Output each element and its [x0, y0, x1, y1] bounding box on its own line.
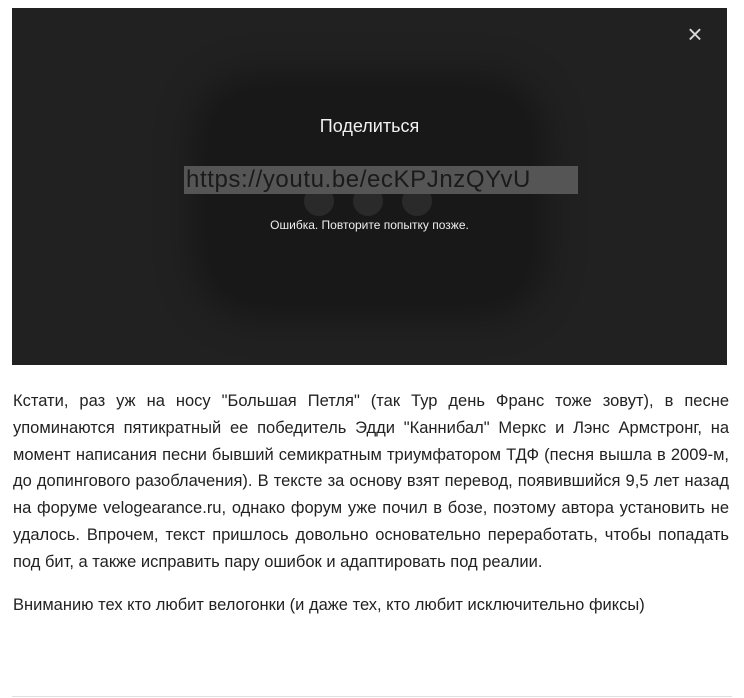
- share-link[interactable]: https://youtu.be/ecKPJnzQYvU: [184, 166, 578, 194]
- share-title: Поделиться: [319, 116, 420, 136]
- article-paragraph: Кстати, раз уж на носу "Большая Петля" (так Тур день Франс тоже зовут), в песне упоминаются пятикратный ее победитель Эдди "Каннибал" Меркс и Лэнс Армстронг, на момент написания песни бывший семикратным триумфатором ТДФ (песня вышла в 2009-м, до допингового разоблачения). В тексте за основу взят перевод, появившийся 9,5 лет назад на форуме velogearance.ru, однако форум уже почил в бозе, поэтому автора установить не удалось. Впрочем, текст пришлось довольно основательно переработать, чтобы попадать под бит, а также исправить пару ошибок и адаптировать под реалии.: [13, 392, 729, 571]
- article-body: [13, 388, 729, 618]
- video-embed[interactable]: [12, 8, 727, 365]
- article-paragraph: Вниманию тех кто любит велогонки (и даже тех, кто любит исключительно фиксы): [13, 595, 645, 614]
- error-message: Ошибка. Повторите попытку позже.: [270, 218, 469, 232]
- close-icon[interactable]: ×: [687, 19, 703, 49]
- divider: [12, 696, 732, 697]
